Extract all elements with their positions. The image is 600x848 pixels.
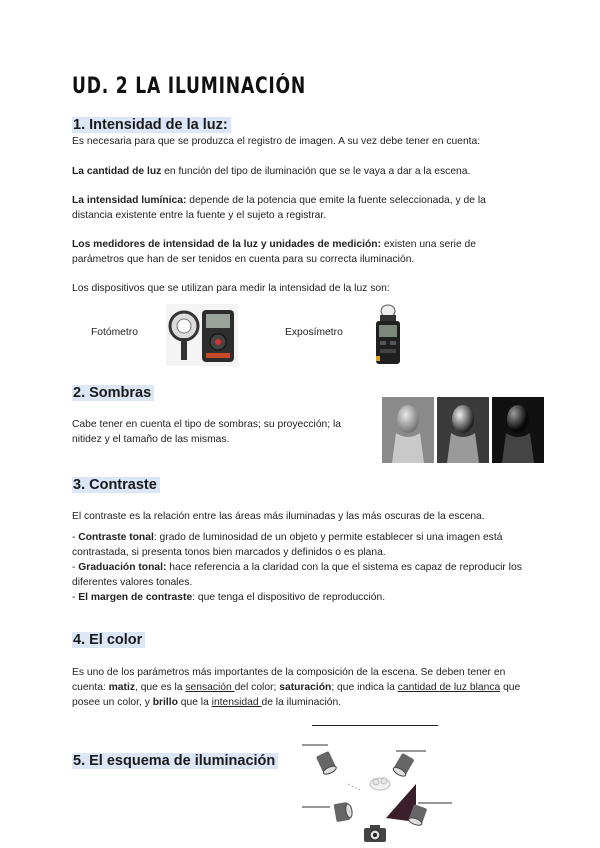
p1-text: en función del tipo de iluminación que se le vaya a dar a la escena. <box>161 166 471 177</box>
exposimetro-image <box>368 304 408 366</box>
section-5-heading <box>72 753 278 769</box>
section-2-heading <box>72 385 154 401</box>
section-1-paragraph-3 <box>72 237 522 267</box>
section-1-intro: Es necesaria para que se produzca el registro de imagen. A su vez debe tener en cuenta: <box>72 136 481 147</box>
section-1-heading-text: 1. Intensidad de la luz: <box>72 117 231 133</box>
section-4-heading-text: 4. El color <box>72 632 145 648</box>
bullet-contraste-tonal: - Contraste tonal: grado de luminosidad de un objeto y permite establecer si una imagen está contrastada, si presenta tonos bien marcados y definidos o es plana. <box>72 532 503 558</box>
p1-bold: La cantidad de luz <box>72 166 162 177</box>
fotometro-image <box>166 304 238 366</box>
section-1-heading <box>72 117 231 133</box>
section-4-paragraph: Es uno de los parámetros más importantes de la composición de la escena. Se deben tener en cuenta: matiz, que es la sensación del color; saturación; que indica la cantidad de luz blanca que posee un color, y brillo que la intensidad de la iluminación. <box>72 667 521 708</box>
lighting-diagram <box>300 740 460 848</box>
bullet-graduacion-tonal: - Graduación tonal: hace referencia a la claridad con la que el sistema es capaz de reproducir los diferentes valores tonales. <box>72 562 522 588</box>
section-3-heading <box>72 477 160 493</box>
device-label-exposimetro: Exposímetro <box>285 327 343 338</box>
divider-line <box>312 725 438 726</box>
section-3-intro: El contraste es la relación entre las áreas más iluminadas y las más oscuras de la escena. <box>72 511 485 522</box>
section-3-bullet-list <box>72 530 522 605</box>
section-2-heading-text: 2. Sombras <box>72 385 154 401</box>
section-1-paragraph-1 <box>72 164 522 179</box>
page-title: UD. 2 LA ILUMINACIÓN <box>72 74 307 99</box>
p3-text: existen una serie de parámetros que han de ser tenidos en cuenta para su correcta iluminación. <box>72 239 476 265</box>
sombras-images <box>382 397 544 463</box>
section-1-paragraph-4: Los dispositivos que se utilizan para medir la intensidad de la luz son: <box>72 283 390 294</box>
section-3-heading-text: 3. Contraste <box>72 477 160 493</box>
p2-text: depende de la potencia que emite la fuente seleccionada, y de la distancia existente entre la fuente y el sujeto a registrar. <box>72 195 486 221</box>
device-label-fotometro: Fotómetro <box>91 327 138 338</box>
section-5-heading-text: 5. El esquema de iluminación <box>72 753 278 769</box>
section-2-text: Cabe tener en cuenta el tipo de sombras; su proyección; la nitidez y el tamaño de las mismas. <box>72 419 342 445</box>
section-1-paragraph-2 <box>72 193 522 223</box>
p3-bold: Los medidores de intensidad de la luz y unidades de medición: <box>72 239 381 250</box>
section-4-heading <box>72 632 145 648</box>
bullet-margen-contraste: - El margen de contraste: que tenga el dispositivo de reproducción. <box>72 592 386 603</box>
p2-bold: La intensidad lumínica: <box>72 195 187 206</box>
